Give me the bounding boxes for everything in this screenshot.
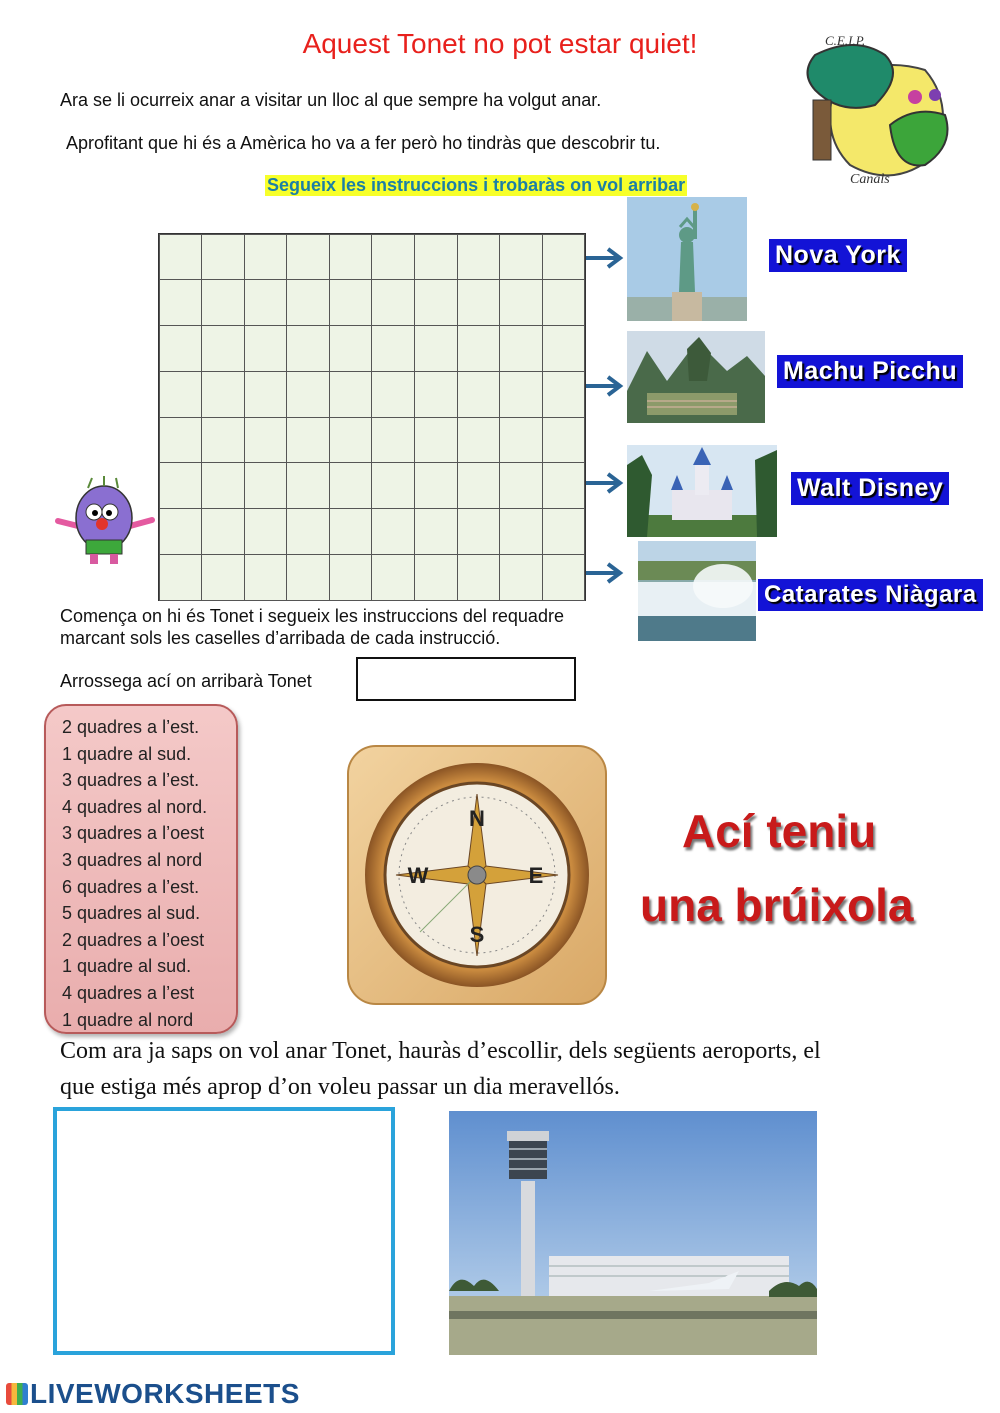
grid-cell[interactable] [329, 371, 373, 418]
instruction-item: 1 quadre al sud. [62, 743, 192, 764]
destination-label-nova-york[interactable]: Nova York [769, 239, 907, 272]
grid-cell[interactable] [159, 554, 203, 601]
start-instructions-line-1: Comença on hi és Tonet i segueix les instruccions del requadre [60, 606, 564, 626]
grid-cell[interactable] [457, 417, 501, 464]
grid-cell[interactable] [329, 234, 373, 281]
compass-w: W [407, 863, 429, 888]
page-title: Aquest Tonet no pot estar quiet! [302, 28, 698, 59]
grid-cell[interactable] [457, 371, 501, 418]
footer-brand-text: LIVEWORKSHEETS [30, 1378, 300, 1409]
grid-cell[interactable] [371, 371, 415, 418]
arrow-right-icon [586, 561, 626, 590]
grid-cell[interactable] [542, 462, 586, 509]
airport-paragraph-line-2: que estiga més aprop d’on voleu passar un dia meravellós. [60, 1074, 620, 1100]
grid-cell[interactable] [414, 462, 458, 509]
grid-cell[interactable] [244, 279, 288, 326]
grid-cell[interactable] [244, 508, 288, 555]
grid-cell[interactable] [499, 371, 543, 418]
grid-cell[interactable] [414, 554, 458, 601]
grid-cell[interactable] [499, 325, 543, 372]
instruction-item: 4 quadres a l’est [62, 982, 195, 1003]
destination-label-walt-disney[interactable]: Walt Disney [791, 472, 949, 505]
footer-brand[interactable] [6, 1378, 300, 1410]
grid-cell[interactable] [371, 279, 415, 326]
grid-cell[interactable] [457, 508, 501, 555]
grid-cell[interactable] [499, 234, 543, 281]
grid-cell[interactable] [244, 371, 288, 418]
drop-label: Arrossega ací on arribarà Tonet [60, 671, 312, 691]
grid-cell[interactable] [159, 279, 203, 326]
instruction-item: 4 quadres al nord. [62, 796, 208, 817]
niagara-falls-photo [638, 541, 756, 641]
grid-cell[interactable] [414, 508, 458, 555]
grid-cell[interactable] [499, 417, 543, 464]
arrow-right-icon [586, 246, 626, 275]
grid-cell[interactable] [201, 325, 245, 372]
grid-cell[interactable] [201, 371, 245, 418]
grid-cell[interactable] [457, 279, 501, 326]
grid-cell[interactable] [329, 462, 373, 509]
airport-paragraph [60, 1033, 960, 1105]
grid-cell[interactable] [457, 554, 501, 601]
grid-cell[interactable] [244, 325, 288, 372]
grid-cell[interactable] [286, 554, 330, 601]
instruction-item: 2 quadres a l’est. [62, 717, 200, 737]
grid-cell[interactable] [201, 234, 245, 281]
instruction-item: 1 quadre al nord [62, 1009, 194, 1030]
grid-cell[interactable] [371, 462, 415, 509]
instruction-item: 3 quadres a l’est. [62, 770, 200, 791]
grid-cell[interactable] [414, 234, 458, 281]
grid-cell[interactable] [159, 325, 203, 372]
grid-cell[interactable] [286, 462, 330, 509]
grid-cell[interactable] [414, 279, 458, 326]
disney-castle-photo [627, 445, 777, 537]
grid-cell[interactable] [371, 234, 415, 281]
instructions-box [44, 704, 238, 1034]
destination-label-machu-picchu[interactable]: Machu Picchu [777, 355, 963, 388]
grid-cell[interactable] [244, 554, 288, 601]
destination-label-catarates-niagara[interactable]: Catarates Niàgara [758, 579, 983, 611]
grid-cell[interactable] [371, 554, 415, 601]
grid-cell[interactable] [457, 325, 501, 372]
grid-cell[interactable] [201, 508, 245, 555]
grid-cell[interactable] [286, 508, 330, 555]
grid-cell[interactable] [329, 279, 373, 326]
grid-cell[interactable] [329, 508, 373, 555]
grid-cell[interactable] [244, 234, 288, 281]
grid-cell[interactable] [244, 417, 288, 464]
grid-cell[interactable] [414, 325, 458, 372]
grid-cell[interactable] [159, 462, 203, 509]
grid-cell[interactable] [201, 417, 245, 464]
airport-answer-box[interactable] [53, 1107, 395, 1355]
map-grid [158, 233, 586, 601]
grid-cell[interactable] [329, 417, 373, 464]
instruction-item: 1 quadre al sud. [62, 956, 192, 977]
grid-cell[interactable] [371, 508, 415, 555]
arrow-right-icon [586, 471, 626, 500]
grid-cell[interactable] [499, 462, 543, 509]
instruction-item: 2 quadres a l’oest [62, 929, 205, 950]
intro-line-2: Aprofitant que hi és a Amèrica ho va a fer però ho tindràs que descobrir tu. [66, 133, 661, 153]
compass-s: S [469, 922, 485, 947]
grid-cell[interactable] [499, 279, 543, 326]
compass-image [346, 744, 608, 1006]
grid-cell[interactable] [329, 554, 373, 601]
grid-cell[interactable] [542, 371, 586, 418]
arrow-right-icon [586, 374, 626, 403]
compass-caption-line-2: una brúixola [640, 879, 914, 931]
grid-cell[interactable] [542, 279, 586, 326]
grid-cell[interactable] [542, 234, 586, 281]
grid-cell[interactable] [414, 417, 458, 464]
grid-cell[interactable] [371, 417, 415, 464]
grid-cell[interactable] [286, 279, 330, 326]
grid-cell[interactable] [542, 508, 586, 555]
grid-cell[interactable] [371, 325, 415, 372]
grid-cell[interactable] [457, 462, 501, 509]
grid-cell[interactable] [286, 371, 330, 418]
grid-cell[interactable] [244, 462, 288, 509]
instruction-item: 3 quadres a l’oest [62, 823, 205, 844]
start-instructions [60, 605, 564, 649]
grid-cell[interactable] [499, 554, 543, 601]
start-instructions-line-2: marcant sols les caselles d’arribada de cada instrucció. [60, 628, 501, 648]
highlight-instruction: Segueix les instruccions i trobaràs on vol arribar [267, 175, 686, 195]
machu-picchu-photo [627, 331, 765, 423]
svg-text:C.E.I.P.: C.E.I.P. [825, 33, 866, 48]
grid-cell[interactable] [542, 554, 586, 601]
instruction-item: 3 quadres al nord [62, 849, 203, 870]
grid-cell[interactable] [201, 279, 245, 326]
grid-cell[interactable] [159, 417, 203, 464]
school-logo [795, 15, 960, 190]
instruction-item: 5 quadres al sud. [62, 903, 201, 924]
compass-e: E [528, 863, 544, 888]
grid-cell[interactable] [457, 234, 501, 281]
grid-cell[interactable] [542, 417, 586, 464]
intro-line-1: Ara se li ocurreix anar a visitar un lloc al que sempre ha volgut anar. [60, 90, 602, 110]
airport-paragraph-line-1: Com ara ja saps on vol anar Tonet, hauràs d’escollir, dels següents aeroports, el [60, 1038, 821, 1064]
compass-n: N [469, 806, 485, 831]
grid-cell[interactable] [286, 325, 330, 372]
grid-cell[interactable] [159, 234, 203, 281]
grid-cell[interactable] [201, 554, 245, 601]
grid-cell[interactable] [542, 325, 586, 372]
drop-answer-box[interactable] [356, 657, 576, 701]
grid-cell[interactable] [201, 462, 245, 509]
compass-caption-line-1: Ací teniu [682, 805, 877, 857]
statue-of-liberty-photo [627, 197, 747, 321]
grid-cell[interactable] [159, 371, 203, 418]
grid-cell[interactable] [414, 371, 458, 418]
grid-cell[interactable] [286, 417, 330, 464]
svg-text:Canals: Canals [850, 172, 890, 187]
grid-cell[interactable] [329, 325, 373, 372]
airport-photo [449, 1111, 817, 1355]
liveworksheets-logo-icon [6, 1383, 28, 1405]
tonet-character [48, 476, 160, 568]
instruction-item: 6 quadres a l’est. [62, 876, 200, 897]
grid-cell[interactable] [286, 234, 330, 281]
grid-cell[interactable] [499, 508, 543, 555]
grid-cell[interactable] [159, 508, 203, 555]
